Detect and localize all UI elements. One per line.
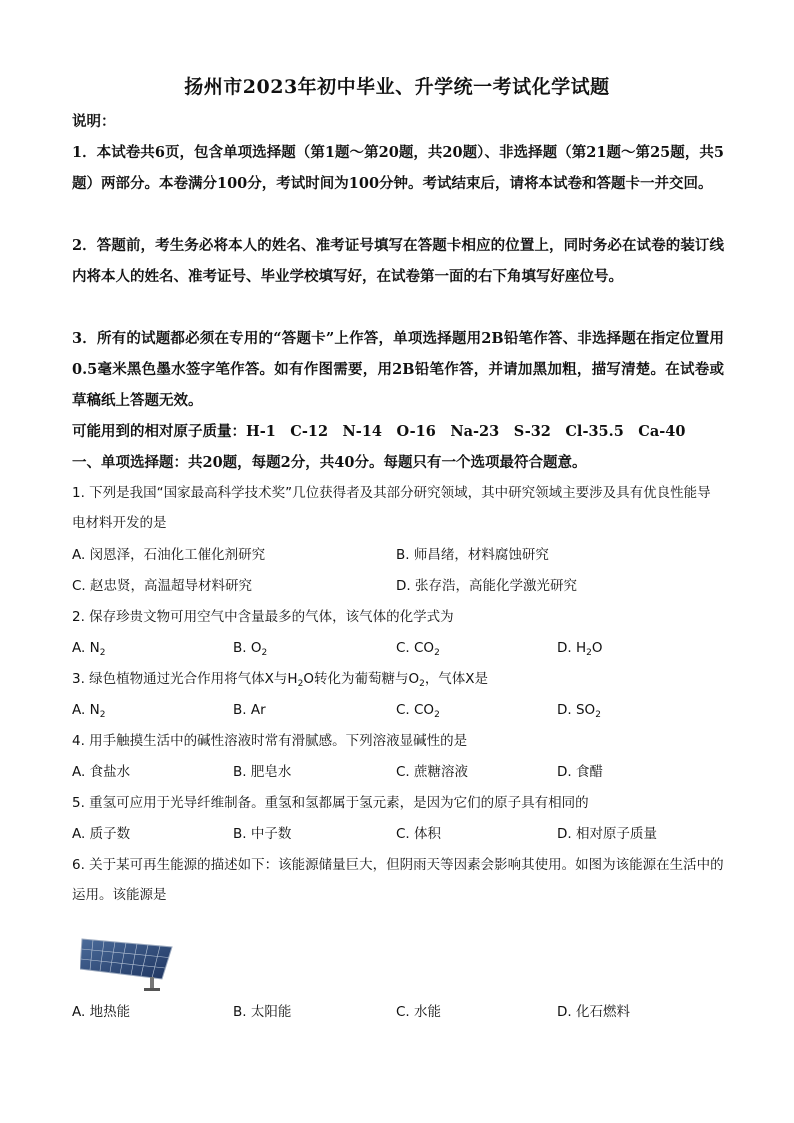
question-5-stem: 5. 重氢可应用于光导纤维制备。重氢和氢都属于氢元素，是因为它们的原子具有相同的 <box>72 795 589 811</box>
question-5-option-d: D. 相对原子质量 <box>557 826 657 842</box>
question-1-option-c: C. 赵忠贤，高温超导材料研究 <box>72 578 253 594</box>
atomic-masses: 可能用到的相对原子质量：H-1 C-12 N-14 O-16 Na-23 S-32 Cl-35.5 Ca-40 <box>72 423 686 440</box>
question-5-option-a: A. 质子数 <box>72 826 131 842</box>
note-item-3: 3．所有的试题都必须在专用的“答题卡”上作答，单项选择题用2B铅笔作答、非选择题在指定位置用0.5毫米黑色墨水签字笔作答。如有作图需要，用2B铅笔作答，并请加黑加粗，描写清楚。在试卷或草稿纸上答题无效。 <box>72 330 724 409</box>
question-3-option-b: B. Ar <box>233 702 266 718</box>
question-1-option-a: A. 闵恩泽，石油化工催化剂研究 <box>72 547 266 563</box>
question-1-options-row-1 <box>72 540 724 570</box>
question-4-option-a: A. 食盐水 <box>72 764 131 780</box>
question-3-option-a: A. $N_2$ <box>72 702 106 720</box>
question-1-stem: 1. 下列是我国“国家最高科学技术奖”几位获得者及其部分研究领域，其中研究领域主要涉及具有优良性能导电材料开发的是 <box>72 485 711 531</box>
question-2-option-b: B. $O_2$ <box>233 640 268 658</box>
question-6-option-d: D. 化石燃料 <box>557 1004 630 1020</box>
question-4-option-c: C. 蔗糖溶液 <box>396 764 469 780</box>
question-6-option-b: B. 太阳能 <box>233 1004 292 1020</box>
question-2-option-c: C. $CO_2$ <box>396 640 440 658</box>
question-6-stem: 6. 关于某可再生能源的描述如下：该能源储量巨大，但阴雨天等因素会影响其使用。如图为该能源在生活中的运用。该能源是 <box>72 857 724 903</box>
question-3-option-d: D. $SO_2$ <box>557 702 601 720</box>
section-header: 一、单项选择题：共20题，每题2分，共40分。每题只有一个选项最符合题意。 <box>72 454 587 471</box>
question-5-options <box>72 819 724 849</box>
question-3-options <box>72 695 724 725</box>
question-6-option-c: C. 水能 <box>396 1004 442 1020</box>
note-item-1: 1．本试卷共6页，包含单项选择题（第1题～第20题，共20题）、非选择题（第21题～第25题，共5题）两部分。本卷满分100分，考试时间为100分钟。考试结束后，请将本试卷和答题卡一并交回。 <box>72 144 724 192</box>
question-3-option-c: C. $CO_2$ <box>396 702 440 720</box>
question-3-stem: 3. 绿色植物通过光合作用将气体X与$H_2O$转化为葡萄糖与$O_2$，气体X是 <box>72 671 489 689</box>
question-1-options-row-2 <box>72 571 724 601</box>
question-2-option-a: A. $N_2$ <box>72 640 106 658</box>
question-4-stem: 4. 用手触摸生活中的碱性溶液时常有滑腻感。下列溶液显碱性的是 <box>72 733 468 749</box>
question-6-option-a: A. 地热能 <box>72 1004 131 1020</box>
question-1-option-b: B. 师昌绪，材料腐蚀研究 <box>396 547 549 563</box>
question-4-option-b: B. 肥皂水 <box>233 764 292 780</box>
page-title: 扬州市2023年初中毕业、升学统一考试化学试题 <box>184 76 610 98</box>
question-5-option-c: C. 体积 <box>396 826 442 842</box>
question-4-option-d: D. 食醋 <box>557 764 603 780</box>
question-5-option-b: B. 中子数 <box>233 826 292 842</box>
question-2-options <box>72 633 724 663</box>
question-6-options <box>72 997 724 1027</box>
notes-label: 说明： <box>72 113 116 130</box>
question-4-options <box>72 757 724 787</box>
solar-panel-icon <box>80 935 176 993</box>
note-item-2: 2．答题前，考生务必将本人的姓名、准考证号填写在答题卡相应的位置上，同时务必在试卷的装订线内将本人的姓名、准考证号、毕业学校填写好，在试卷第一面的右下角填写好座位号。 <box>72 237 724 285</box>
question-1-option-d: D. 张存浩，高能化学激光研究 <box>396 578 577 594</box>
question-2-stem: 2. 保存珍贵文物可用空气中含量最多的气体，该气体的化学式为 <box>72 609 454 625</box>
question-2-option-d: D. $H_2O$ <box>557 640 603 658</box>
